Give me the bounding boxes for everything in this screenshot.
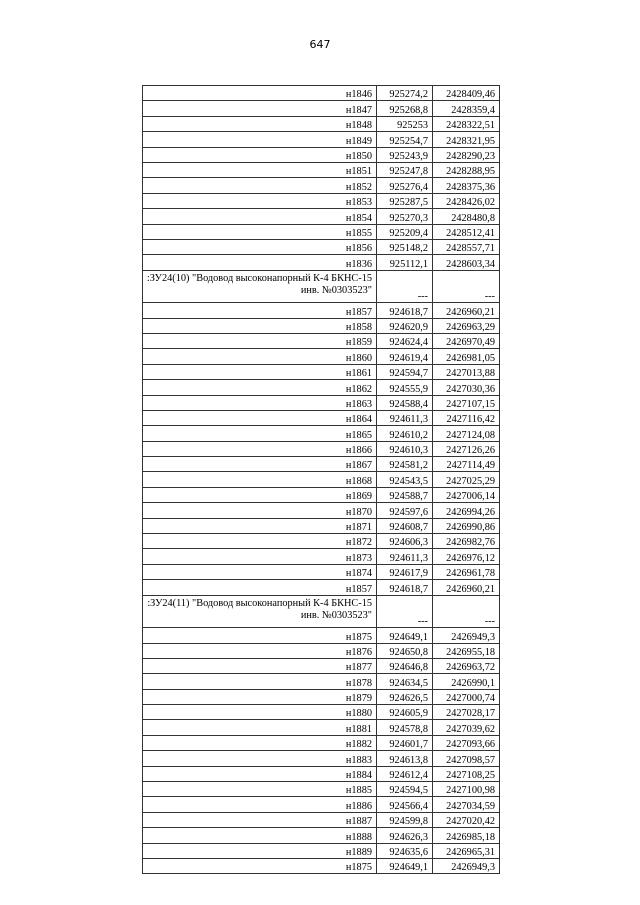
x-coordinate-cell: 924597,6 bbox=[377, 503, 433, 518]
point-name-cell: н1883 bbox=[143, 751, 377, 766]
table-row bbox=[143, 705, 500, 720]
table-row bbox=[143, 303, 500, 318]
y-coordinate-cell: 2426960,21 bbox=[433, 580, 500, 595]
x-coordinate-cell: 925247,8 bbox=[377, 162, 433, 177]
y-coordinate-cell: 2427093,66 bbox=[433, 735, 500, 750]
y-coordinate-cell: 2426961,78 bbox=[433, 564, 500, 579]
table-row bbox=[143, 735, 500, 750]
y-coordinate-cell: 2426949,3 bbox=[433, 628, 500, 643]
x-coordinate-cell: 924610,3 bbox=[377, 441, 433, 456]
y-coordinate-cell: 2428322,51 bbox=[433, 116, 500, 131]
section-header-row bbox=[143, 270, 500, 303]
table-row bbox=[143, 364, 500, 379]
point-name-cell: н1870 bbox=[143, 503, 377, 518]
y-coordinate-cell: 2426985,18 bbox=[433, 828, 500, 843]
x-coordinate-cell: 924588,4 bbox=[377, 395, 433, 410]
table-row bbox=[143, 333, 500, 348]
x-coordinate-cell: 925148,2 bbox=[377, 239, 433, 254]
x-coordinate-cell: 925243,9 bbox=[377, 147, 433, 162]
table-row bbox=[143, 395, 500, 410]
point-name-cell: н1851 bbox=[143, 162, 377, 177]
section-x-dash: --- bbox=[377, 595, 433, 628]
x-coordinate-cell: 925254,7 bbox=[377, 132, 433, 147]
y-coordinate-cell: 2427034,59 bbox=[433, 797, 500, 812]
y-coordinate-cell: 2427114,49 bbox=[433, 457, 500, 472]
x-coordinate-cell: 924634,5 bbox=[377, 674, 433, 689]
point-name-cell: н1848 bbox=[143, 116, 377, 131]
x-coordinate-cell: 924599,8 bbox=[377, 812, 433, 827]
y-coordinate-cell: 2426990,86 bbox=[433, 518, 500, 533]
section-y-dash: --- bbox=[433, 595, 500, 628]
table-row bbox=[143, 534, 500, 549]
y-coordinate-cell: 2428480,8 bbox=[433, 209, 500, 224]
table-row bbox=[143, 426, 500, 441]
y-coordinate-cell: 2428409,46 bbox=[433, 86, 500, 101]
table-row bbox=[143, 349, 500, 364]
y-coordinate-cell: 2427100,98 bbox=[433, 782, 500, 797]
y-coordinate-cell: 2427030,36 bbox=[433, 380, 500, 395]
y-coordinate-cell: 2426960,21 bbox=[433, 303, 500, 318]
y-coordinate-cell: 2428603,34 bbox=[433, 255, 500, 270]
table-row bbox=[143, 828, 500, 843]
x-coordinate-cell: 924594,7 bbox=[377, 364, 433, 379]
y-coordinate-cell: 2427098,57 bbox=[433, 751, 500, 766]
x-coordinate-cell: 924650,8 bbox=[377, 643, 433, 658]
point-name-cell: н1882 bbox=[143, 735, 377, 750]
y-coordinate-cell: 2426965,31 bbox=[433, 843, 500, 858]
x-coordinate-cell: 924605,9 bbox=[377, 705, 433, 720]
point-name-cell: н1854 bbox=[143, 209, 377, 224]
table-row bbox=[143, 782, 500, 797]
x-coordinate-cell: 924601,7 bbox=[377, 735, 433, 750]
table-row bbox=[143, 410, 500, 425]
y-coordinate-cell: 2426981,05 bbox=[433, 349, 500, 364]
y-coordinate-cell: 2427116,42 bbox=[433, 410, 500, 425]
point-name-cell: н1846 bbox=[143, 86, 377, 101]
table-row bbox=[143, 147, 500, 162]
y-coordinate-cell: 2427028,17 bbox=[433, 705, 500, 720]
y-coordinate-cell: 2428426,02 bbox=[433, 193, 500, 208]
table-row bbox=[143, 209, 500, 224]
x-coordinate-cell: 924608,7 bbox=[377, 518, 433, 533]
table-row bbox=[143, 564, 500, 579]
point-name-cell: н1850 bbox=[143, 147, 377, 162]
y-coordinate-cell: 2428375,36 bbox=[433, 178, 500, 193]
y-coordinate-cell: 2428557,71 bbox=[433, 239, 500, 254]
x-coordinate-cell: 925268,8 bbox=[377, 101, 433, 116]
page-number: 647 bbox=[309, 38, 331, 51]
point-name-cell: н1869 bbox=[143, 487, 377, 502]
coordinates-table bbox=[142, 85, 500, 874]
y-coordinate-cell: 2426963,29 bbox=[433, 318, 500, 333]
x-coordinate-cell: 924624,4 bbox=[377, 333, 433, 348]
point-name-cell: н1875 bbox=[143, 628, 377, 643]
y-coordinate-cell: 2426970,49 bbox=[433, 333, 500, 348]
x-coordinate-cell: 924594,5 bbox=[377, 782, 433, 797]
x-coordinate-cell: 924543,5 bbox=[377, 472, 433, 487]
point-name-cell: н1849 bbox=[143, 132, 377, 147]
point-name-cell: н1872 bbox=[143, 534, 377, 549]
table-row bbox=[143, 643, 500, 658]
y-coordinate-cell: 2428359,4 bbox=[433, 101, 500, 116]
table-row bbox=[143, 441, 500, 456]
table-row bbox=[143, 503, 500, 518]
section-x-dash: --- bbox=[377, 270, 433, 303]
x-coordinate-cell: 924611,3 bbox=[377, 549, 433, 564]
x-coordinate-cell: 924606,3 bbox=[377, 534, 433, 549]
x-coordinate-cell: 924626,5 bbox=[377, 689, 433, 704]
y-coordinate-cell: 2426994,26 bbox=[433, 503, 500, 518]
x-coordinate-cell: 925276,4 bbox=[377, 178, 433, 193]
x-coordinate-cell: 924618,7 bbox=[377, 580, 433, 595]
x-coordinate-cell: 924578,8 bbox=[377, 720, 433, 735]
table-row bbox=[143, 487, 500, 502]
table-row bbox=[143, 628, 500, 643]
y-coordinate-cell: 2428290,23 bbox=[433, 147, 500, 162]
point-name-cell: н1886 bbox=[143, 797, 377, 812]
section-y-dash: --- bbox=[433, 270, 500, 303]
point-name-cell: н1863 bbox=[143, 395, 377, 410]
x-coordinate-cell: 924555,9 bbox=[377, 380, 433, 395]
y-coordinate-cell: 2427107,15 bbox=[433, 395, 500, 410]
y-coordinate-cell: 2426990,1 bbox=[433, 674, 500, 689]
point-name-cell: н1865 bbox=[143, 426, 377, 441]
point-name-cell: н1881 bbox=[143, 720, 377, 735]
point-name-cell: н1873 bbox=[143, 549, 377, 564]
table-row bbox=[143, 457, 500, 472]
table-row bbox=[143, 86, 500, 101]
x-coordinate-cell: 924612,4 bbox=[377, 766, 433, 781]
point-name-cell: н1879 bbox=[143, 689, 377, 704]
x-coordinate-cell: 924566,4 bbox=[377, 797, 433, 812]
point-name-cell: н1862 bbox=[143, 380, 377, 395]
point-name-cell: н1855 bbox=[143, 224, 377, 239]
table-row bbox=[143, 101, 500, 116]
table-row bbox=[143, 162, 500, 177]
table-row bbox=[143, 689, 500, 704]
point-name-cell: н1859 bbox=[143, 333, 377, 348]
x-coordinate-cell: 925253 bbox=[377, 116, 433, 131]
point-name-cell: н1887 bbox=[143, 812, 377, 827]
section-header-row bbox=[143, 595, 500, 628]
table-row bbox=[143, 812, 500, 827]
y-coordinate-cell: 2427025,29 bbox=[433, 472, 500, 487]
x-coordinate-cell: 924581,2 bbox=[377, 457, 433, 472]
y-coordinate-cell: 2427108,25 bbox=[433, 766, 500, 781]
point-name-cell: н1857 bbox=[143, 580, 377, 595]
point-name-cell: н1876 bbox=[143, 643, 377, 658]
y-coordinate-cell: 2428288,95 bbox=[433, 162, 500, 177]
x-coordinate-cell: 924649,1 bbox=[377, 628, 433, 643]
x-coordinate-cell: 925287,5 bbox=[377, 193, 433, 208]
table-row bbox=[143, 224, 500, 239]
point-name-cell: н1852 bbox=[143, 178, 377, 193]
x-coordinate-cell: 924617,9 bbox=[377, 564, 433, 579]
point-name-cell: н1861 bbox=[143, 364, 377, 379]
table-row bbox=[143, 318, 500, 333]
table-row bbox=[143, 580, 500, 595]
section-title: :ЗУ24(10) "Водовод высоконапорный К-4 БКНС-15 инв. №0303523" bbox=[143, 270, 377, 303]
x-coordinate-cell: 924588,7 bbox=[377, 487, 433, 502]
table-row bbox=[143, 674, 500, 689]
table-row bbox=[143, 472, 500, 487]
table-row bbox=[143, 239, 500, 254]
x-coordinate-cell: 924620,9 bbox=[377, 318, 433, 333]
point-name-cell: н1836 bbox=[143, 255, 377, 270]
point-name-cell: н1874 bbox=[143, 564, 377, 579]
x-coordinate-cell: 924619,4 bbox=[377, 349, 433, 364]
point-name-cell: н1880 bbox=[143, 705, 377, 720]
y-coordinate-cell: 2426982,76 bbox=[433, 534, 500, 549]
table-row bbox=[143, 518, 500, 533]
x-coordinate-cell: 924626,3 bbox=[377, 828, 433, 843]
table-row bbox=[143, 858, 500, 873]
y-coordinate-cell: 2427126,26 bbox=[433, 441, 500, 456]
y-coordinate-cell: 2428321,95 bbox=[433, 132, 500, 147]
table-row bbox=[143, 132, 500, 147]
point-name-cell: н1875 bbox=[143, 858, 377, 873]
table-row bbox=[143, 178, 500, 193]
y-coordinate-cell: 2426949,3 bbox=[433, 858, 500, 873]
coordinates-table-body bbox=[143, 86, 500, 874]
x-coordinate-cell: 924611,3 bbox=[377, 410, 433, 425]
point-name-cell: н1878 bbox=[143, 674, 377, 689]
table-row bbox=[143, 751, 500, 766]
point-name-cell: н1885 bbox=[143, 782, 377, 797]
point-name-cell: н1867 bbox=[143, 457, 377, 472]
point-name-cell: н1889 bbox=[143, 843, 377, 858]
point-name-cell: н1847 bbox=[143, 101, 377, 116]
y-coordinate-cell: 2427124,08 bbox=[433, 426, 500, 441]
table-row bbox=[143, 658, 500, 673]
x-coordinate-cell: 925209,4 bbox=[377, 224, 433, 239]
x-coordinate-cell: 924618,7 bbox=[377, 303, 433, 318]
table-row bbox=[143, 193, 500, 208]
point-name-cell: н1868 bbox=[143, 472, 377, 487]
point-name-cell: н1877 bbox=[143, 658, 377, 673]
y-coordinate-cell: 2427006,14 bbox=[433, 487, 500, 502]
y-coordinate-cell: 2427013,88 bbox=[433, 364, 500, 379]
table-row bbox=[143, 766, 500, 781]
point-name-cell: н1871 bbox=[143, 518, 377, 533]
y-coordinate-cell: 2427000,74 bbox=[433, 689, 500, 704]
x-coordinate-cell: 924610,2 bbox=[377, 426, 433, 441]
y-coordinate-cell: 2426963,72 bbox=[433, 658, 500, 673]
point-name-cell: н1856 bbox=[143, 239, 377, 254]
x-coordinate-cell: 925274,2 bbox=[377, 86, 433, 101]
y-coordinate-cell: 2428512,41 bbox=[433, 224, 500, 239]
point-name-cell: н1884 bbox=[143, 766, 377, 781]
x-coordinate-cell: 925112,1 bbox=[377, 255, 433, 270]
point-name-cell: н1866 bbox=[143, 441, 377, 456]
point-name-cell: н1858 bbox=[143, 318, 377, 333]
y-coordinate-cell: 2426955,18 bbox=[433, 643, 500, 658]
point-name-cell: н1864 bbox=[143, 410, 377, 425]
x-coordinate-cell: 924613,8 bbox=[377, 751, 433, 766]
section-title: :ЗУ24(11) "Водовод высоконапорный К-4 БКНС-15 инв. №0303523" bbox=[143, 595, 377, 628]
table-row bbox=[143, 380, 500, 395]
x-coordinate-cell: 924635,6 bbox=[377, 843, 433, 858]
table-row bbox=[143, 843, 500, 858]
point-name-cell: н1853 bbox=[143, 193, 377, 208]
y-coordinate-cell: 2427039,62 bbox=[433, 720, 500, 735]
table-row bbox=[143, 255, 500, 270]
y-coordinate-cell: 2427020,42 bbox=[433, 812, 500, 827]
table-row bbox=[143, 720, 500, 735]
point-name-cell: н1857 bbox=[143, 303, 377, 318]
x-coordinate-cell: 924646,8 bbox=[377, 658, 433, 673]
x-coordinate-cell: 924649,1 bbox=[377, 858, 433, 873]
x-coordinate-cell: 925270,3 bbox=[377, 209, 433, 224]
table-row bbox=[143, 116, 500, 131]
y-coordinate-cell: 2426976,12 bbox=[433, 549, 500, 564]
point-name-cell: н1860 bbox=[143, 349, 377, 364]
table-row bbox=[143, 797, 500, 812]
table-row bbox=[143, 549, 500, 564]
point-name-cell: н1888 bbox=[143, 828, 377, 843]
